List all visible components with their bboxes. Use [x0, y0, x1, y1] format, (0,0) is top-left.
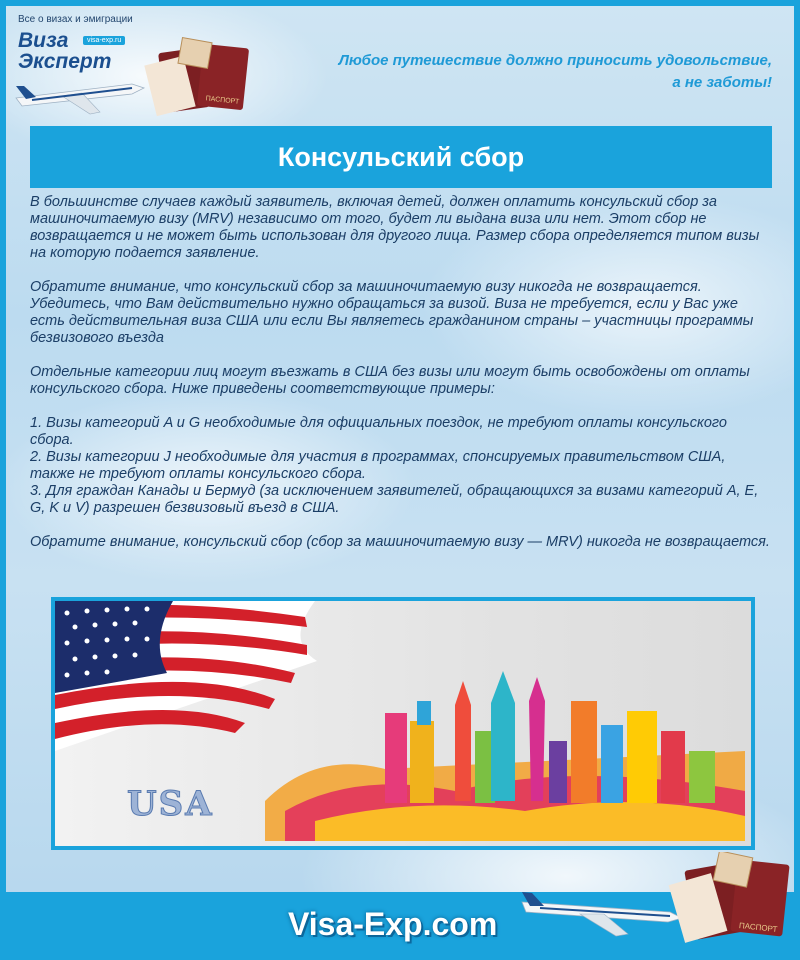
exemptions-list: [30, 415, 774, 517]
list-item: 3. Для граждан Канады и Бермуд (за исключением заявителей, обращающихся за визами категорий A, E, G, K и V) разрешен безвизовый въезд в США.: [30, 483, 759, 516]
usa-flag-skyline-illustration: [55, 601, 751, 846]
page-title: Консульский сбор: [277, 141, 525, 172]
slogan-line-1: Любое путешествие должно приносить удовольствие,: [338, 52, 772, 69]
svg-text:ПАСПОРТ: ПАСПОРТ: [205, 95, 240, 106]
logo-text-visa[interactable]: Виза: [18, 29, 69, 52]
city-skyline-icon: [265, 671, 745, 841]
closing-note: Обратите внимание, консульский сбор (сбор за машиночитаемую визу — MRV) никогда не возвращается.: [30, 534, 770, 550]
article-body: [30, 194, 774, 568]
passport-icon: [669, 852, 790, 943]
usa-image: [51, 597, 755, 850]
passport-icon: [144, 38, 249, 116]
list-item: 1. Визы категорий A и G необходимые для официальных поездок, не требуют оплаты консульского сбора.: [30, 415, 727, 448]
title-bar: [30, 126, 772, 188]
usa-label: USA: [127, 784, 214, 824]
usa-image-canvas: [55, 601, 751, 846]
footer-plane-passport-illustration: [520, 852, 790, 960]
paragraph: Отдельные категории лиц могут въезжать в США без визы или могут быть освобождены от оплаты консульского сбора. Ниже приведены соответствующие примеры:: [30, 364, 750, 397]
site-tagline: Все о визах и эмиграции: [18, 14, 133, 25]
logo-url-badge[interactable]: visa-exp.ru: [83, 36, 125, 45]
svg-text:ПАСПОРТ: ПАСПОРТ: [738, 920, 778, 934]
airplane-icon: [16, 84, 144, 114]
page: [6, 6, 794, 892]
airplane-icon: [522, 892, 682, 936]
list-item: 2. Визы категории J необходимые для участия в программах, спонсируемых правительством США, также не требуют оплаты консульского сбора.: [30, 449, 726, 482]
paragraph: Обратите внимание, что консульский сбор за машиночитаемую визу никогда не возвращается. Убедитесь, что Вам действительно нужно обращаться за визой. Виза не требуется, если у Вас уже есть действительная виза США или если Вы являетесь гражданином страны – участницы программы безвизового въезда: [30, 279, 754, 346]
paragraph: В большинстве случаев каждый заявитель, включая детей, должен оплатить консульский сбор за машиночитаемую визу (MRV) независимо от того, будет ли выдана виза или нет. Этот сбор не возвращается и не может быть использован для другого лица. Размер сбора определяется типом визы на которую подается заявление.: [30, 194, 760, 261]
logo-text-expert[interactable]: Эксперт: [18, 50, 112, 73]
slogan: [339, 50, 772, 94]
slogan-line-2: а не заботы!: [672, 74, 772, 91]
footer-brand[interactable]: Visa-Exp.com: [288, 906, 498, 942]
us-flag-icon: [55, 601, 317, 751]
